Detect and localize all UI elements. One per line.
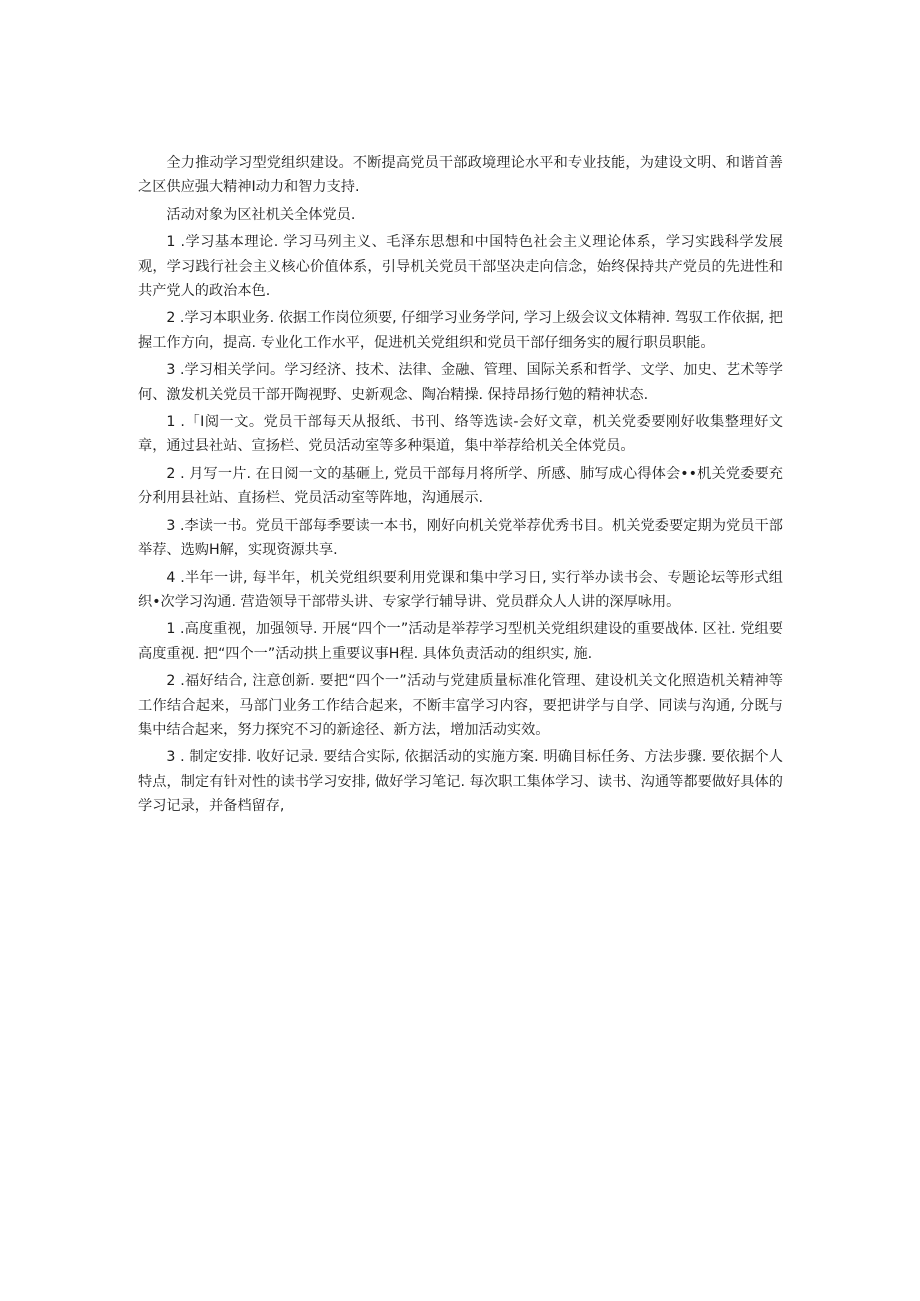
paragraph-planning: 3 . 制定安排. 收好记录. 要结合实际, 依据活动的实施方案. 明确目标任务、方法步骤. 要依据个人特点，制定有针对性的读书学习安排, 做好学习笔记. 每次职工集体学习、读书、沟通等都要做好具体的学习记录，并备档留存,	[138, 749, 783, 815]
document-body	[138, 151, 783, 822]
paragraph-innovation: 2 .福好结合, 注意创新. 要把“四个一”活动与党建质量标准化管理、建设机关文化照造机关精神等工作结合起来，马部门业务工作结合起来，不断丰富学习内容，要把讲学与自学、同读与沟通, 分既与集中结合起来，努力探究不习的新途径、新方法，增加活动实效。	[138, 673, 783, 738]
paragraph-activity-target: 活动对象为区社机关全体党员.	[166, 206, 356, 223]
paragraph-study-knowledge: 3 .学习相关学问。学习经济、技术、法律、金融、管理、国际关系和哲学、文学、加史、艺术等学何、激发机关党员干部开陶视野、史新观念、陶冶精操. 保持昂扬行勉的精神状态.	[138, 362, 783, 403]
paragraph-half-year-talk: 4 .半年一讲, 每半年，机关党组织要利用党课和集中学习日, 实行举办读书会、专题论坛等形式组织•次学习沟通. 营造领导干部带头讲、专家学行辅导讲、党员群众人人讲的深厚咏用。	[138, 569, 783, 610]
paragraph-study-theory: 1 .学习基本理论. 学习马列主义、毛泽东思想和中国特色社会主义理论体系，学习实践科学发展观，学习践行社会主义核心价值体系，引导机关党员干部坚决走向信念，始终保持共产党员的先进性和共产党人的政治本色.	[138, 234, 783, 300]
paragraph-daily-read: 1 .「I阅一文。党员干部每天从报纸、书刊、络等选读-会好文章，机关党委要刚好收集整理好文章，通过县社站、宣扬栏、党员活动室等多种渠道，集中举荐给机关全体党员。	[138, 414, 783, 455]
paragraph-intro: 全力推动学习型党组织建设。不断提高党员干部政境理论水平和专业技能，为建设文明、和谐首善之区供应强大精神I动力和智力支持.	[138, 155, 783, 196]
paragraph-quarterly-book: 3 .李读一书。党员干部每季要读一本书，刚好向机关党举荐优秀书目。机关党委要定期为党员干部举荐、选购H解，实现资源共享.	[138, 517, 783, 559]
paragraph-leadership: 1 .高度重视，加强领导. 开展“四个一”活动是举荐学习型机关党组织建设的重要战体. 区社. 党组要高度重视. 把“四个一”活动拱上重要议事H程. 具体负责活动的组织实, 施.	[138, 621, 783, 662]
paragraph-study-business: 2 .学习本职业务. 依据工作岗位须要, 仔细学习业务学问, 学习上级会议文体精神. 驾驭工作依据, 把握工作方向，提高. 专业化工作水平，促进机关党组织和党员干部仔细务实的履行职员职能。	[138, 310, 783, 351]
paragraph-monthly-write: 2 . 月写一片. 在日阅一文的基砸上, 党员干部每月将所学、所感、肺写成心得体会••机关党委要充分利用县社站、直扬栏、党员活动室等阵地，沟通展示.	[138, 465, 783, 507]
